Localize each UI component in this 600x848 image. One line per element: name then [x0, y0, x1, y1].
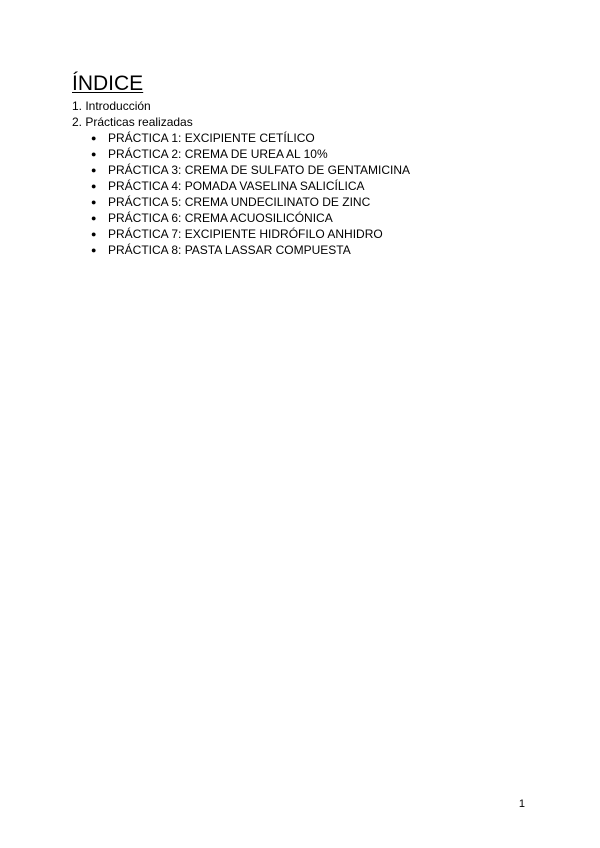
bullet-icon: ● [91, 213, 97, 223]
bullet-icon: ● [91, 181, 97, 191]
practice-label: PRÁCTICA 8: PASTA LASSAR COMPUESTA [108, 243, 351, 257]
bullet-icon: ● [91, 197, 97, 207]
list-item [72, 162, 410, 178]
practice-label: PRÁCTICA 4: POMADA VASELINA SALICÍLICA [108, 179, 365, 193]
list-item [72, 242, 410, 258]
list-item [72, 146, 410, 162]
page-number: 1 [518, 798, 525, 810]
list-item [72, 210, 410, 226]
bullet-icon: ● [91, 165, 97, 175]
practice-label: PRÁCTICA 2: CREMA DE UREA AL 10% [108, 147, 328, 161]
bullet-icon: ● [91, 133, 97, 143]
page-title: ÍNDICE [72, 72, 144, 95]
practice-label: PRÁCTICA 1: EXCIPIENTE CETÍLICO [108, 131, 315, 145]
bullet-icon: ● [91, 245, 97, 255]
toc-item-practicas: 2. Prácticas realizadas [72, 115, 193, 129]
toc-item-introduccion: 1. Introducción [72, 99, 151, 113]
bullet-icon: ● [91, 229, 97, 239]
list-item [72, 178, 410, 194]
list-item [72, 194, 410, 210]
practice-label: PRÁCTICA 5: CREMA UNDECILINATO DE ZINC [108, 195, 371, 209]
practice-label: PRÁCTICA 7: EXCIPIENTE HIDRÓFILO ANHIDRO [108, 227, 383, 241]
practice-label: PRÁCTICA 6: CREMA ACUOSILICÓNICA [108, 211, 333, 225]
list-item [72, 130, 410, 146]
bullet-icon: ● [91, 149, 97, 159]
practice-label: PRÁCTICA 3: CREMA DE SULFATO DE GENTAMICINA [108, 163, 411, 177]
practices-list [72, 130, 410, 258]
list-item [72, 226, 410, 242]
table-of-contents [72, 98, 410, 258]
